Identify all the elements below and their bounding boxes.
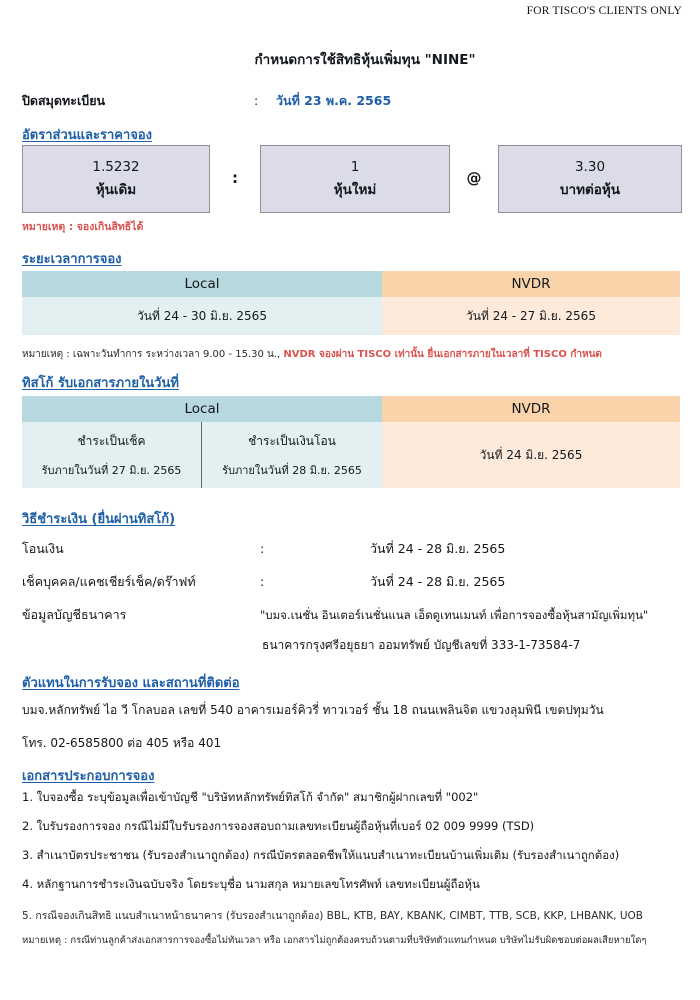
subscription-period-heading: ระยะเวลาการจอง [22,252,122,267]
ratio-old-number: 1.5232 [92,158,140,175]
ratio-note: หมายเหตุ : จองเกินสิทธิได้ [22,221,144,233]
payment-transfer-label: โอนเงิน [22,541,64,556]
receipt-nvdr-header: NVDR [382,396,680,422]
ratio-at-separator: @ [466,169,482,187]
document-item-5: 5. กรณีจองเกินสิทธิ แนบสำเนาหน้าธนาคาร (รับรองสำเนาถูกต้อง) BBL, KTB, BAY, KBANK, CIMBT, TTB, SCB, KKP, LHBANK, UOB [22,910,643,922]
receipt-local-split [22,422,382,488]
record-date-label: ปิดสมุดทะเบียน [22,93,106,108]
ratio-price-unit: บาทต่อหุ้น [559,181,621,198]
ratio-old-unit: หุ้นเดิม [95,181,137,198]
ratio-new-unit: หุ้นใหม่ [333,181,377,198]
receipt-transfer-label: ชำระเป็นเงินโอน [248,433,336,448]
ratio-new-number: 1 [350,158,360,175]
subscription-nvdr-header: NVDR [382,271,680,297]
receipt-transfer-group [202,422,382,488]
subscription-nvdr-value: วันที่ 24 - 27 มิ.ย. 2565 [382,297,680,335]
payment-row-transfer [22,539,680,559]
payment-transfer-colon: : [260,541,265,556]
payment-cheque-value: วันที่ 24 - 28 มิ.ย. 2565 [370,574,506,589]
subscription-local-header: Local [22,271,382,297]
document-item-2: 2. ใบรับรองการจอง กรณีไม่มีใบรับรองการจองสอบถามเลขทะเบียนผู้ถือหุ้นที่เบอร์ 02 009 9999 (TSD) [22,819,535,833]
document-receipt-heading: ทิสโก้ รับเอกสารภายในวันที่ [22,376,179,391]
payment-row-cheque [22,572,680,592]
receipt-local-cell [22,422,382,488]
table-header-row [22,271,680,297]
document-receipt-table [22,396,680,488]
document-item-1: 1. ใบจองซื้อ ระบุข้อมูลเพื่อเข้าบัญชี "บริษัทหลักทรัพย์ทิสโก้ จำกัด" สมาชิกผู้ฝากเลขที่ "002" [22,790,479,804]
subscription-local-value: วันที่ 24 - 30 มิ.ย. 2565 [22,297,382,335]
ratio-colon-separator: : [232,169,238,187]
documents-footer-note: หมายเหตุ : กรณีท่านลูกค้าส่งเอกสารการจองซื้อไม่ทันเวลา หรือ เอกสารไม่ถูกต้องครบถ้วนตามที่บริษัทตัวแทนกำหนด บริษัทไม่รับผิดชอบต่อผลเสียหายใดๆ [22,935,647,946]
bank-account-name: "บมจ.เนชั่น อินเตอร์เนชั่นแนล เอ็ดดูเทนเมนท์ เพื่อการจองซื้อหุ้นสามัญเพิ่มทุน" [260,608,649,622]
table-header-row [22,396,680,422]
receipt-local-header: Local [22,396,382,422]
subscription-period-note [22,347,602,362]
document-title: กำหนดการใช้สิทธิหุ้นเพิ่มทุน "NINE" [254,52,476,68]
ratio-price-number: 3.30 [574,158,606,175]
receipt-cheque-label: ชำระเป็นเช็ค [77,433,146,448]
payment-cheque-colon: : [260,574,265,589]
document-item-3: 3. สำเนาบัตรประชาชน (รับรองสำเนาถูกต้อง) กรณีบัตรตลอดชีพให้แนบสำเนาทะเบียนบ้านเพิ่มเติม (รับรองสำเนาถูกต้อง) [22,848,620,862]
agent-address: บมจ.หลักทรัพย์ ไอ วี โกลบอล เลขที่ 540 อาคารเมอร์คิวรี่ ทาวเวอร์ ชั้น 18 ถนนเพลินจิต แขวงลุมพินี เขตปทุมวัน [22,703,604,717]
record-date-colon: : [254,93,259,108]
subscription-note-black: หมายเหตุ : เฉพาะวันทำการ ระหว่างเวลา 9.00 - 15.30 น., [22,349,284,360]
ratio-new-share-box [260,145,450,213]
ratio-section-heading: อัตราส่วนและราคาจอง [22,128,153,143]
receipt-transfer-date: รับภายในวันที่ 28 มิ.ย. 2565 [222,463,362,477]
record-date-row [22,91,680,111]
bank-info-label: ข้อมูลบัญชีธนาคาร [22,607,127,622]
payment-cheque-label: เช็คบุคคล/แคชเชียร์เช็ค/ดร๊าฟท์ [22,574,196,589]
payment-section-heading: วิธีชำระเงิน (ยื่นผ่านทิสโก้) [22,512,176,527]
table-row [22,297,680,335]
agent-section-heading: ตัวแทนในการรับจอง และสถานที่ติดต่อ [22,676,240,691]
document-item-4: 4. หลักฐานการชำระเงินฉบับจริง โดยระบุชื่อ นามสกุล หมายเลขโทรศัพท์ เลขทะเบียนผู้ถือหุ้น [22,877,480,891]
receipt-nvdr-value: วันที่ 24 มิ.ย. 2565 [382,422,680,488]
ratio-old-share-box [22,145,210,213]
documents-section-heading: เอกสารประกอบการจอง [22,769,155,784]
receipt-cheque-group [22,422,202,488]
table-row [22,422,680,488]
ratio-price-box [498,145,682,213]
receipt-cheque-date: รับภายในวันที่ 27 มิ.ย. 2565 [41,463,182,477]
payment-transfer-value: วันที่ 24 - 28 มิ.ย. 2565 [370,541,506,556]
payment-row-bank-info [22,605,680,625]
subscription-period-table [22,271,680,335]
clients-only-notice: FOR TISCO'S CLIENTS ONLY [526,5,682,17]
record-date-value: วันที่ 23 พ.ค. 2565 [276,93,392,108]
subscription-note-red: NVDR จองผ่าน TISCO เท่านั้น ยื่นเอกสารภายในเวลาที่ TISCO กำหนด [283,349,602,360]
agent-phone: โทร. 02-6585800 ต่อ 405 หรือ 401 [22,736,222,750]
bank-account-number: ธนาคารกรุงศรีอยุธยา ออมทรัพย์ บัญชีเลขที่ 333-1-73584-7 [262,638,581,652]
ratio-boxes [22,145,682,213]
